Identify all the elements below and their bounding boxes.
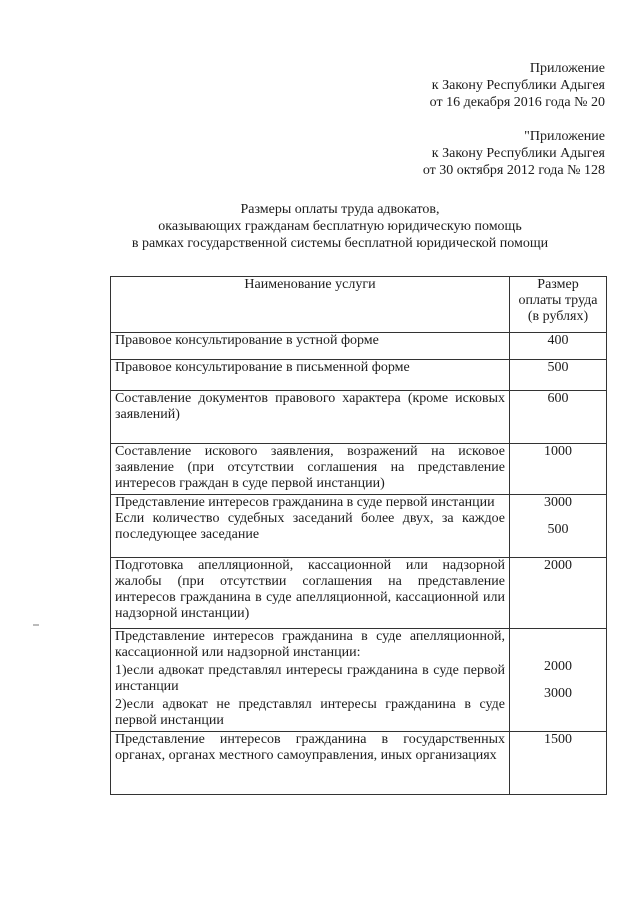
fee-cell: 1500 bbox=[510, 732, 607, 795]
appendix-header-2012 bbox=[423, 128, 605, 179]
service-cell: Правовое консультирование в письменной форме bbox=[111, 360, 510, 391]
fee-extra-value: 500 bbox=[547, 522, 569, 537]
title-line: оказывающих гражданам бесплатную юридическую помощь bbox=[158, 219, 522, 234]
column-header-service: Наименование услуги bbox=[111, 277, 510, 333]
service-cell bbox=[111, 495, 510, 558]
header-line: от 16 декабря 2016 года № 20 bbox=[429, 95, 605, 110]
table-row bbox=[111, 495, 607, 558]
table-row bbox=[111, 629, 607, 732]
title-line: Размеры оплаты труда адвокатов, bbox=[240, 202, 440, 217]
service-sub-item: 2)если адвокат не представлял интересы гражданина в суде первой инстанции bbox=[115, 697, 505, 728]
header-line: Приложение bbox=[529, 61, 605, 76]
service-sub-item: 1)если адвокат представлял интересы гражданина в суде первой инстанции bbox=[115, 663, 505, 694]
service-cell: Представление интересов гражданина в государственных органах, органах местного самоуправления, иных организациях bbox=[111, 732, 510, 795]
document-title bbox=[100, 201, 580, 252]
table-row bbox=[111, 558, 607, 629]
service-text: Представление интересов гражданина в суде первой инстанции bbox=[115, 495, 495, 510]
fee-cell: 500 bbox=[510, 360, 607, 391]
service-cell: Составление документов правового характера (кроме исковых заявлений) bbox=[111, 391, 510, 444]
scan-mark bbox=[33, 624, 39, 626]
table-row bbox=[111, 333, 607, 360]
fee-value: 2000 bbox=[544, 659, 572, 674]
fee-value: 3000 bbox=[544, 686, 572, 701]
fees-table bbox=[110, 276, 607, 795]
service-text: Представление интересов гражданина в суде апелляционной, кассационной или надзорной инстанции: bbox=[115, 629, 505, 660]
fee-cell: 2000 bbox=[510, 558, 607, 629]
fee-cell bbox=[510, 629, 607, 732]
table-row bbox=[111, 360, 607, 391]
service-cell bbox=[111, 629, 510, 732]
header-line: от 30 октября 2012 года № 128 bbox=[422, 163, 605, 178]
header-line: к Закону Республики Адыгея bbox=[431, 78, 605, 93]
table-header-row bbox=[111, 277, 607, 333]
fee-cell: 1000 bbox=[510, 444, 607, 495]
service-cell: Составление искового заявления, возражений на исковое заявление (при отсутствии соглашения на представление интересов граждан в суде первой инстанции) bbox=[111, 444, 510, 495]
header-line: "Приложение bbox=[524, 129, 605, 144]
table-row bbox=[111, 732, 607, 795]
table-row bbox=[111, 444, 607, 495]
fee-cell: 400 bbox=[510, 333, 607, 360]
service-cell: Правовое консультирование в устной форме bbox=[111, 333, 510, 360]
column-header-fee: Размер оплаты труда (в рублях) bbox=[510, 277, 607, 333]
service-extra-text: Если количество судебных заседаний более двух, за каждое последующее заседание bbox=[115, 511, 505, 542]
title-line: в рамках государственной системы бесплатной юридической помощи bbox=[131, 236, 549, 251]
fee-cell bbox=[510, 495, 607, 558]
table-row bbox=[111, 391, 607, 444]
fee-cell: 600 bbox=[510, 391, 607, 444]
service-cell: Подготовка апелляционной, кассационной или надзорной жалобы (при отсутствии соглашения на представление интересов гражданина в суде апелляционной, кассационной или надзорной инстанции) bbox=[111, 558, 510, 629]
header-line: к Закону Республики Адыгея bbox=[431, 146, 605, 161]
fee-value: 3000 bbox=[544, 495, 572, 510]
appendix-header-2016 bbox=[430, 60, 605, 111]
